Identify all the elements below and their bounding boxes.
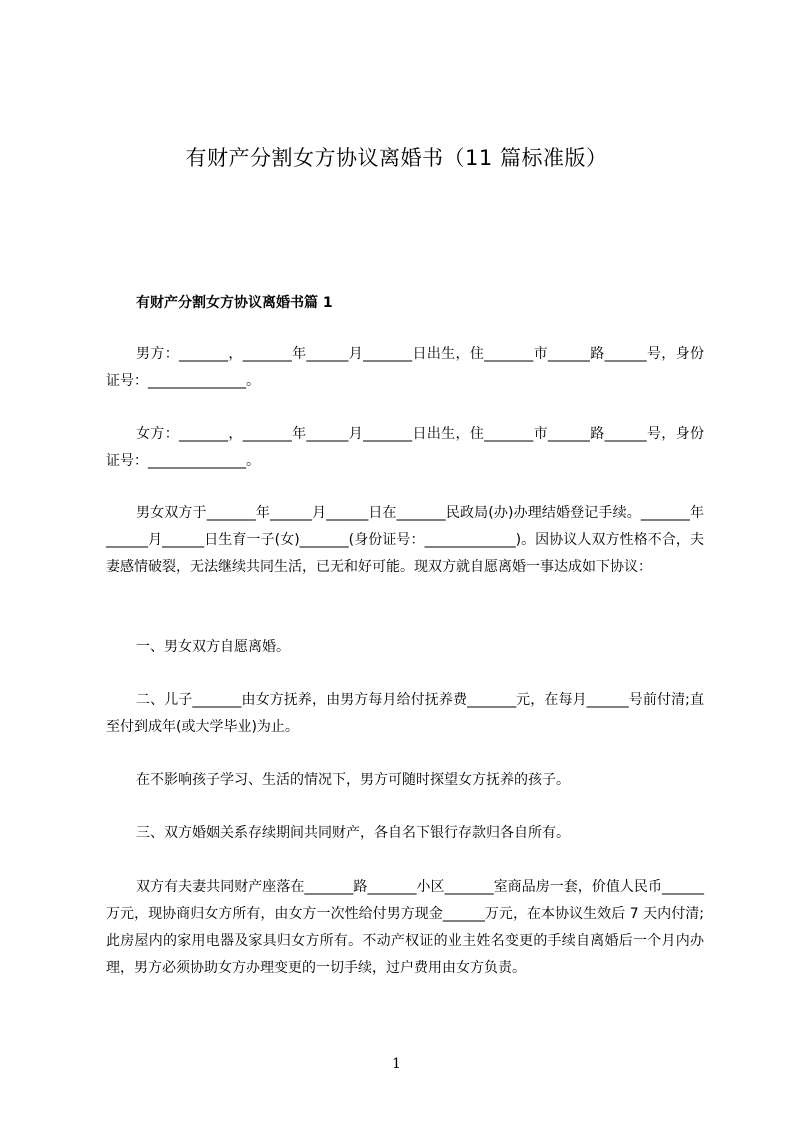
section-title: 有财产分割女方协议离婚书篇 1 <box>136 295 333 311</box>
paragraph-property: 双方有夫妻共同财产座落在_______路_______小区_______室商品房一套，价值人民币______万元，现协商归女方所有，由女方一次性给付男方现金______万元，在本协议生效后 7 天内付清;此房屋内的家用电器及家具归女方所有。不动产权证的业主姓名变更的手续自离婚后一个月内办理，男方必须协助女方办理变更的一切手续，过户费用由女方负责。 <box>106 879 704 976</box>
paragraph-female-party: 女方：_______，_______年______月_______日出生，住_______市______路______号，身份证号：______________。 <box>106 426 704 469</box>
paragraph-clause-3: 三、双方婚姻关系存续期间共同财产，各自名下银行存款归各自所有。 <box>136 825 570 841</box>
page-number: 1 <box>392 1056 401 1072</box>
paragraph-marriage-info: 男女双方于_______年______月______日在_______民政局(办)办理结婚登记手续。_______年______月______日生育一子(女)_______(身份证号：_____________)。因协议人双方性格不合，夫妻感情破裂，无法继续共同生活，已无和好可能。现双方就自愿离婚一事达成如下协议： <box>106 505 704 575</box>
paragraph-visitation: 在不影响孩子学习、生活的情况下，男方可随时探望女方抚养的孩子。 <box>136 772 570 788</box>
paragraph-clause-1: 一、男女双方自愿离婚。 <box>136 639 290 655</box>
paragraph-male-party: 男方：_______，_______年______月_______日出生，住_______市______路______号，身份证号：______________。 <box>106 346 704 389</box>
paragraph-clause-2: 二、儿子_______由女方抚养，由男方每月给付抚养费_______元，在每月______号前付清;直至付到成年(或大学毕业)为止。 <box>106 692 704 735</box>
document-title: 有财产分割女方协议离婚书（11 篇标准版） <box>185 146 608 170</box>
